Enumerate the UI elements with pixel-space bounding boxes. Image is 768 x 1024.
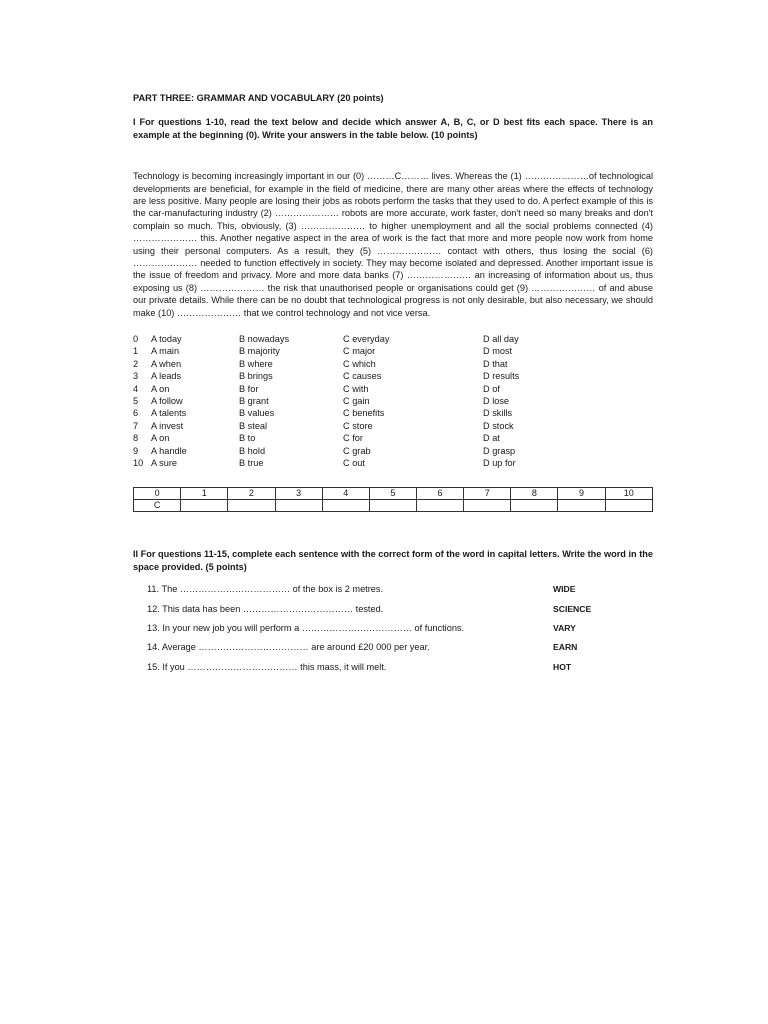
option-d: D up for — [483, 458, 516, 468]
option-number: 6 — [133, 408, 139, 419]
option-b: B majority — [239, 346, 280, 357]
option-b: B nowadays — [239, 334, 290, 345]
answer-table-header-row — [134, 488, 653, 500]
answer-header-cell: 3 — [275, 488, 322, 500]
option-a: A follow — [151, 396, 183, 407]
answer-header-cell: 2 — [228, 488, 275, 500]
option-d: D skills — [483, 408, 513, 419]
word-formation-sentence: 14. Average ……………………………… are around £20 000 per year. — [147, 642, 430, 653]
option-c: C with — [343, 383, 369, 394]
option-number: 1 — [133, 346, 139, 357]
option-d: D stock — [483, 420, 514, 431]
word-formation-item — [147, 583, 653, 602]
option-b: B hold — [239, 445, 266, 456]
option-d: D lose — [483, 396, 510, 407]
option-c: C everyday — [343, 334, 390, 345]
answer-header-cell: 0 — [134, 488, 181, 500]
option-b: B for — [239, 383, 259, 394]
options-list — [133, 333, 653, 469]
option-row — [133, 370, 653, 382]
option-row — [133, 457, 653, 469]
option-c: C store — [343, 420, 373, 431]
option-c: C which — [343, 358, 376, 369]
option-d: D grasp — [483, 445, 516, 456]
option-a: A leads — [151, 371, 182, 382]
answer-cell[interactable] — [369, 500, 416, 512]
option-d: D of — [483, 383, 500, 394]
option-b: B true — [239, 458, 264, 468]
option-c: C gain — [343, 396, 370, 407]
word-formation-keyword: SCIENCE — [553, 603, 592, 614]
word-formation-keyword: VARY — [553, 622, 576, 633]
word-formation-sentence: 13. In your new job you will perform a ……………………………… of functions. — [147, 622, 465, 633]
answer-cell[interactable] — [558, 500, 605, 512]
option-b: B where — [239, 358, 273, 369]
option-a: A handle — [151, 445, 187, 456]
option-number: 0 — [133, 334, 139, 345]
option-a: A talents — [151, 408, 187, 419]
option-c: C benefits — [343, 408, 385, 419]
word-formation-keyword: HOT — [553, 661, 572, 672]
word-formation-sentence: 12. This data has been ……………………………… tested. — [147, 603, 384, 614]
word-formation-item — [147, 603, 653, 622]
answer-header-cell: 6 — [416, 488, 463, 500]
answer-header-cell: 9 — [558, 488, 605, 500]
option-number: 4 — [133, 383, 139, 394]
answer-cell[interactable] — [511, 500, 558, 512]
option-b: B grant — [239, 396, 269, 407]
option-a: A on — [151, 433, 170, 444]
answer-header-cell: 7 — [464, 488, 511, 500]
option-d: D at — [483, 433, 500, 444]
section1-instructions: I For questions 1-10, read the text below and decide which answer A, B, C, or D best fits each space. There is an example at the beginning (0). Write your answers in the table below. (10 points) — [133, 117, 653, 140]
word-formation-list — [133, 583, 653, 680]
answer-cell[interactable]: C — [134, 500, 181, 512]
answer-cell[interactable] — [416, 500, 463, 512]
option-row — [133, 395, 653, 407]
option-row — [133, 383, 653, 395]
option-row — [133, 358, 653, 370]
answer-cell[interactable] — [605, 500, 652, 512]
option-number: 2 — [133, 358, 139, 369]
option-a: A main — [151, 346, 180, 357]
option-a: A invest — [151, 420, 184, 431]
option-b: B to — [239, 433, 256, 444]
answer-table-answer-row — [134, 500, 653, 512]
option-row — [133, 445, 653, 457]
option-row — [133, 420, 653, 432]
option-c: C out — [343, 458, 365, 468]
word-formation-keyword: EARN — [553, 642, 578, 653]
option-c: C for — [343, 433, 363, 444]
word-formation-item — [147, 622, 653, 641]
page-title: PART THREE: GRAMMAR AND VOCABULARY (20 points) — [133, 93, 384, 103]
option-b: B steal — [239, 420, 268, 431]
answer-header-cell: 5 — [369, 488, 416, 500]
option-a: A today — [151, 334, 182, 345]
option-row — [133, 345, 653, 357]
option-a: A on — [151, 383, 170, 394]
word-formation-item — [147, 661, 653, 680]
answer-header-cell: 1 — [181, 488, 228, 500]
option-number: 10 — [133, 458, 144, 468]
option-row — [133, 333, 653, 345]
word-formation-item — [147, 641, 653, 660]
option-a: A sure — [151, 458, 178, 468]
option-number: 7 — [133, 420, 139, 431]
answer-cell[interactable] — [322, 500, 369, 512]
option-number: 5 — [133, 396, 139, 407]
answer-cell[interactable] — [181, 500, 228, 512]
option-number: 3 — [133, 371, 139, 382]
word-formation-keyword: WIDE — [553, 584, 576, 595]
option-number: 9 — [133, 445, 139, 456]
word-formation-sentence: 11. The ……………………………… of the box is 2 metres. — [147, 584, 384, 595]
word-formation-sentence: 15. If you ……………………………… this mass, it will melt. — [147, 661, 387, 672]
answer-table — [133, 487, 653, 512]
option-d: D results — [483, 371, 520, 382]
answer-header-cell: 4 — [322, 488, 369, 500]
option-c: C grab — [343, 445, 371, 456]
answer-cell[interactable] — [228, 500, 275, 512]
worksheet-page — [133, 92, 653, 680]
option-c: C causes — [343, 371, 382, 382]
section2-instructions: II For questions 11-15, complete each sentence with the correct form of the word in capital letters. Write the word in the space provided. (5 points) — [133, 549, 653, 572]
option-d: D most — [483, 346, 513, 357]
option-d: D all day — [483, 334, 519, 345]
option-number: 8 — [133, 433, 139, 444]
option-b: B values — [239, 408, 275, 419]
option-row — [133, 432, 653, 444]
answer-header-cell: 8 — [511, 488, 558, 500]
cloze-passage: Technology is becoming increasingly important in our (0) ………C……… lives. Whereas the (1) …………………of technological developments are beneficial, for example in the field of medicine, there are many other areas where the effects of technology are less positive. Many people are losing their jobs as robots perform the tasks that they used to do. A perfect example of this is the car-manufacturing industry (2) ………………… robots are more accurate, work faster, don't need so many breaks and don't complain so much. This, obviously, (3) ………………… to higher unemployment and all the social problems connected (4) ………………… this. Another negative aspect in the area of work is the fact that more and more people now work from home using their personal computers. As a result, they (5) ………………… contact with others, thus losing the social (6) ………………… needed to function effectively in society. They may become isolated and depressed. Another important issue is the issue of freedom and privacy. More and more data banks (7) ………………… an increasing of information about us, thus exposing us (8) ………………… the risk that unauthorised people or organisations could get (9) ………………… of and abuse our private details. While there can be no doubt that technological progress is not only desirable, but also necessary, we should make (10) ………………… that we control technology and not vice versa. — [133, 171, 653, 318]
option-d: D that — [483, 358, 508, 369]
option-row — [133, 407, 653, 419]
answer-cell[interactable] — [464, 500, 511, 512]
option-a: A when — [151, 358, 182, 369]
option-b: B brings — [239, 371, 273, 382]
option-c: C major — [343, 346, 376, 357]
answer-header-cell: 10 — [605, 488, 652, 500]
answer-cell[interactable] — [275, 500, 322, 512]
answer-table-wrap — [133, 487, 653, 512]
